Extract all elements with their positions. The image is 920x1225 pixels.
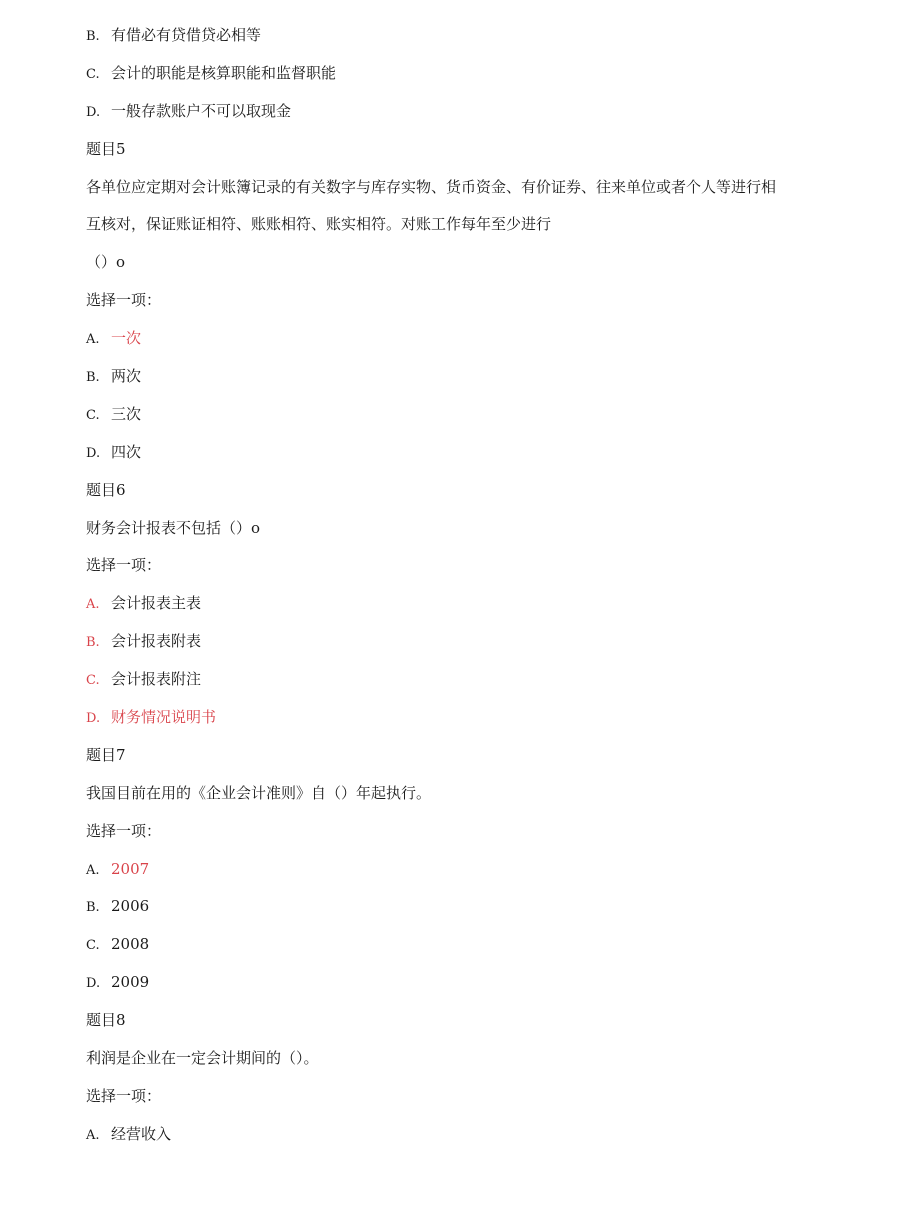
option-letter: C. <box>86 673 100 689</box>
answer-option <box>86 100 826 138</box>
answer-option <box>86 24 826 62</box>
document-page <box>86 24 826 1161</box>
option-letter: C. <box>86 938 100 954</box>
option-text: 2009 <box>111 973 150 992</box>
answer-option <box>86 933 826 971</box>
option-text: 财务情况说明书 <box>111 708 217 727</box>
option-text: 一次 <box>111 329 142 348</box>
option-text: 有借必有贷借贷必相等 <box>111 26 262 44</box>
option-text: 会计的职能是核算职能和监督职能 <box>111 63 337 82</box>
option-letter: B. <box>86 635 100 651</box>
option-letter: C. <box>86 66 100 82</box>
option-text: 会计报表附注 <box>111 670 202 689</box>
question-text: （）o <box>86 253 126 272</box>
option-text: 四次 <box>111 442 142 461</box>
answer-option <box>86 403 826 441</box>
option-text: 两次 <box>111 367 142 386</box>
option-letter: A. <box>86 1127 100 1143</box>
select-one-prompt: 选择一项： <box>86 821 162 840</box>
option-text: 三次 <box>111 404 142 423</box>
answer-option <box>86 327 826 365</box>
answer-option <box>86 895 826 933</box>
option-text: 经营收入 <box>111 1124 172 1143</box>
option-letter: D. <box>86 976 101 992</box>
option-letter: D. <box>86 104 101 120</box>
question-text: 我国目前在用的《企业会计准则》自（）年起执行。 <box>86 783 432 802</box>
option-text: 2006 <box>111 897 150 916</box>
select-one-prompt: 选择一项： <box>86 291 162 310</box>
question-text: 互核对，保证账证相符、账账相符、账实相符。对账工作每年至少进行 <box>86 215 552 234</box>
question-text: 利润是企业在一定会计期间的（）。 <box>86 1049 319 1068</box>
option-letter: B. <box>86 370 100 386</box>
option-letter: A. <box>86 597 100 613</box>
question-text: 各单位应定期对会计账簿记录的有关数字与库存实物、货币资金、有价证券、往来单位或者个人等进行相 <box>86 177 777 196</box>
question-heading: 题目5 <box>86 139 126 158</box>
answer-option <box>86 441 826 479</box>
option-letter: A. <box>86 332 100 348</box>
answer-option <box>86 1123 826 1161</box>
option-text: 2007 <box>111 859 150 878</box>
answer-option <box>86 858 826 896</box>
select-one-prompt: 选择一项： <box>86 1086 162 1105</box>
answer-option <box>86 971 826 1009</box>
option-letter: C. <box>86 407 100 423</box>
option-text: 2008 <box>111 935 150 954</box>
option-letter: D. <box>86 445 101 461</box>
answer-option <box>86 365 826 403</box>
option-letter: A. <box>86 862 100 878</box>
option-letter: B. <box>86 29 100 44</box>
option-text: 会计报表主表 <box>111 594 202 613</box>
question-text: 财务会计报表不包括（）o <box>86 518 261 537</box>
option-text: 会计报表附表 <box>111 632 202 651</box>
option-text: 一般存款账户不可以取现金 <box>111 101 292 120</box>
option-letter: B. <box>86 900 100 916</box>
question-heading: 题目8 <box>86 1011 126 1030</box>
answer-option <box>86 668 826 706</box>
answer-option <box>86 630 826 668</box>
option-letter: D. <box>86 711 101 727</box>
question-heading: 题目7 <box>86 745 126 764</box>
answer-option <box>86 62 826 100</box>
question-heading: 题目6 <box>86 480 126 499</box>
answer-option <box>86 592 826 630</box>
answer-option <box>86 706 826 744</box>
select-one-prompt: 选择一项： <box>86 556 162 575</box>
